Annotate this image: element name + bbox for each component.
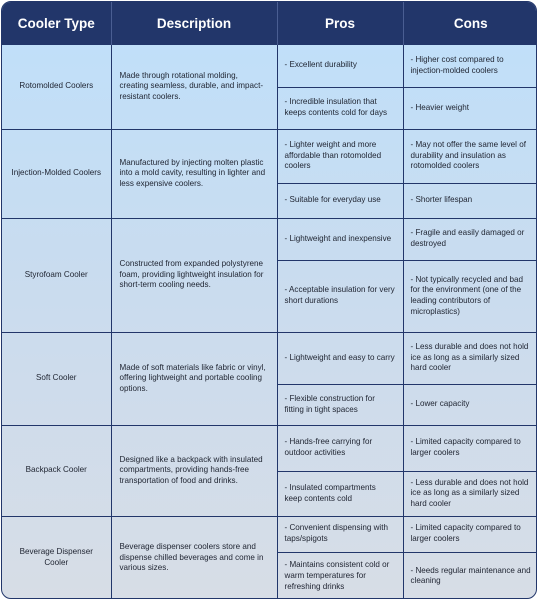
description-cell: Manufactured by injecting molten plastic into a mold cavity, resulting in lighter and less expensive coolers.	[111, 129, 277, 218]
con-cell: - Needs regular maintenance and cleaning	[410, 565, 531, 586]
cooler-type-cell: Beverage Dispenser Cooler	[2, 516, 111, 599]
description-cell: Made of soft materials like fabric or vinyl, offering lightweight and portable cooling options.	[111, 332, 277, 425]
pro-cell: - Insulated compartments keep contents cold	[277, 471, 403, 516]
pro-cell: - Suitable for everyday use	[277, 183, 403, 218]
cooler-type-cell: Rotomolded Coolers	[2, 45, 111, 129]
header-description: Description	[111, 2, 277, 45]
pro-cell: - Incredible insulation that keeps contents cold for days	[277, 87, 403, 129]
pro-cell: - Lightweight and easy to carry	[277, 332, 403, 384]
con-cell: - May not offer the same level of durability and insulation as rotomolded coolers	[403, 129, 537, 183]
description-cell: Constructed from expanded polystyrene foam, providing lightweight insulation for short-term cooling needs.	[111, 218, 277, 332]
con-cell: - Less durable and does not hold ice as long as a similarly sized hard cooler	[403, 332, 537, 384]
table-header-row	[2, 2, 537, 45]
description-cell: Designed like a backpack with insulated compartments, providing hands-free transportation of food and drinks.	[111, 425, 277, 516]
pro-cell: - Lighter weight and more affordable than rotomolded coolers	[277, 129, 403, 183]
cooler-type-cell: Backpack Cooler	[2, 425, 111, 516]
con-cell: - Lower capacity	[403, 384, 537, 425]
pro-cell: - Convenient dispensing with taps/spigots	[277, 516, 403, 552]
description-cell: Beverage dispenser coolers store and dispense chilled beverages and come in various sizes.	[111, 516, 277, 599]
table-row	[2, 332, 537, 384]
con-cell: - Less durable and does not hold ice as long as a similarly sized hard cooler	[403, 471, 537, 516]
cooler-type-cell: Soft Cooler	[2, 332, 111, 425]
pro-cell: - Flexible construction for fitting in tight spaces	[277, 384, 403, 425]
pro-cell: - Acceptable insulation for very short durations	[277, 260, 403, 332]
header-pros: Pros	[277, 2, 403, 45]
con-cell: - Shorter lifespan	[403, 183, 537, 218]
table-row	[2, 218, 537, 260]
table-row	[2, 45, 537, 87]
table-row	[2, 129, 537, 183]
con-cell: - Heavier weight	[403, 87, 537, 129]
description-cell: Made through rotational molding, creating seamless, durable, and impact-resistant coolers.	[111, 45, 277, 129]
header-cooler-type: Cooler Type	[2, 2, 111, 45]
table-row	[2, 516, 537, 552]
pro-cell: - Lightweight and inexpensive	[277, 218, 403, 260]
cooler-type-cell: Injection-Molded Coolers	[2, 129, 111, 218]
con-cell: - Limited capacity compared to larger coolers	[403, 425, 537, 471]
con-cell: - Higher cost compared to injection-molded coolers	[403, 45, 537, 87]
pro-cell: - Maintains consistent cold or warm temperatures for refreshing drinks	[277, 552, 403, 599]
cooler-type-cell: Styrofoam Cooler	[2, 218, 111, 332]
con-cell: - Not typically recycled and bad for the environment (one of the leading contributors of microplastics)	[403, 260, 537, 332]
table-row	[2, 425, 537, 471]
con-cell: - Limited capacity compared to larger coolers	[403, 516, 537, 552]
pro-cell: - Excellent durability	[277, 45, 403, 87]
con-cell: - Fragile and easily damaged or destroyed	[403, 218, 537, 260]
pro-cell: - Hands-free carrying for outdoor activities	[277, 425, 403, 471]
cooler-comparison-table	[1, 1, 537, 599]
header-cons: Cons	[403, 2, 537, 45]
comparison-table	[2, 2, 537, 599]
